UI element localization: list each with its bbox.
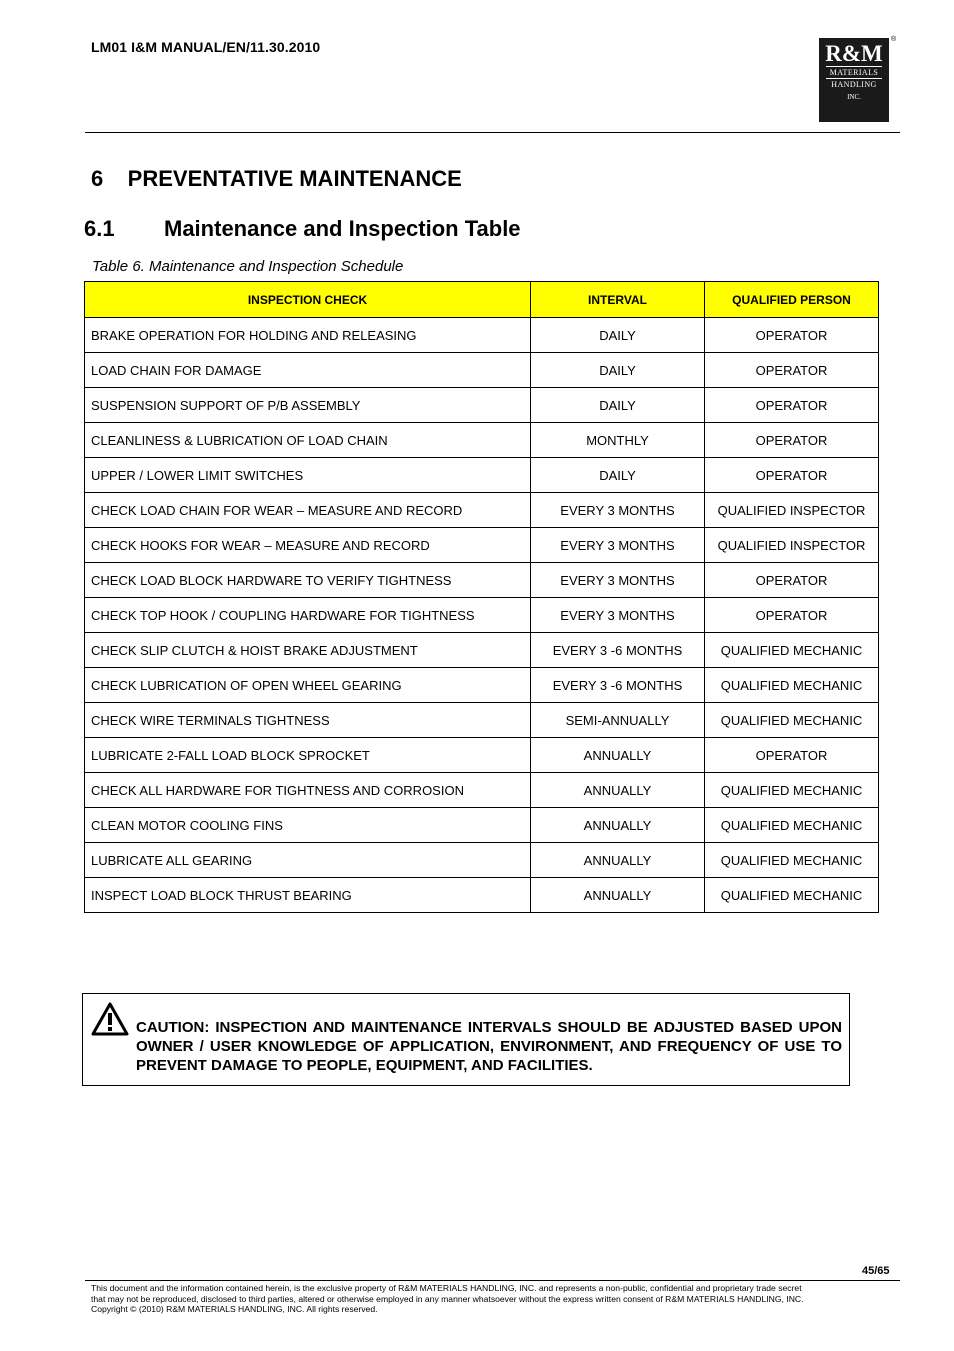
interval-cell: SEMI-ANNUALLY: [531, 703, 705, 738]
inspection-check-cell: CHECK HOOKS FOR WEAR – MEASURE AND RECORD: [85, 528, 531, 563]
warning-triangle-icon: [91, 1002, 129, 1036]
table-row: [85, 808, 879, 843]
table-row: [85, 388, 879, 423]
header-divider: [85, 132, 900, 133]
qualified-person-cell: OPERATOR: [705, 738, 879, 773]
table-row: [85, 318, 879, 353]
table-row: [85, 423, 879, 458]
table-row: [85, 703, 879, 738]
section-heading: 6 PREVENTATIVE MAINTENANCE: [91, 166, 462, 191]
table-row: [85, 563, 879, 598]
table-row: [85, 353, 879, 388]
table-caption: Table 6. Maintenance and Inspection Schedule: [92, 258, 404, 275]
table-body: [85, 318, 879, 913]
qualified-person-cell: QUALIFIED INSPECTOR: [705, 493, 879, 528]
column-header-qualified-person: QUALIFIED PERSON: [705, 282, 879, 318]
qualified-person-cell: OPERATOR: [705, 423, 879, 458]
qualified-person-cell: QUALIFIED MECHANIC: [705, 808, 879, 843]
interval-cell: MONTHLY: [531, 423, 705, 458]
interval-cell: EVERY 3 -6 MONTHS: [531, 633, 705, 668]
table-row: [85, 528, 879, 563]
logo-line-inc: INC.: [847, 93, 861, 101]
qualified-person-cell: OPERATOR: [705, 458, 879, 493]
qualified-person-cell: OPERATOR: [705, 563, 879, 598]
interval-cell: EVERY 3 MONTHS: [531, 598, 705, 633]
qualified-person-cell: QUALIFIED MECHANIC: [705, 633, 879, 668]
document-id: LM01 I&M MANUAL/EN/11.30.2010: [91, 39, 321, 55]
footer-divider: [85, 1280, 900, 1281]
table-row: [85, 843, 879, 878]
inspection-check-cell: CLEANLINESS & LUBRICATION OF LOAD CHAIN: [85, 423, 531, 458]
table-row: [85, 458, 879, 493]
interval-cell: DAILY: [531, 353, 705, 388]
interval-cell: EVERY 3 MONTHS: [531, 493, 705, 528]
table-row: [85, 493, 879, 528]
inspection-check-cell: BRAKE OPERATION FOR HOLDING AND RELEASING: [85, 318, 531, 353]
inspection-check-cell: CHECK LOAD CHAIN FOR WEAR – MEASURE AND RECORD: [85, 493, 531, 528]
inspection-check-cell: SUSPENSION SUPPORT OF P/B ASSEMBLY: [85, 388, 531, 423]
caution-box: [82, 993, 850, 1086]
interval-cell: ANNUALLY: [531, 843, 705, 878]
subsection-title: Maintenance and Inspection Table: [164, 216, 521, 241]
interval-cell: DAILY: [531, 388, 705, 423]
qualified-person-cell: OPERATOR: [705, 353, 879, 388]
qualified-person-cell: OPERATOR: [705, 598, 879, 633]
qualified-person-cell: QUALIFIED MECHANIC: [705, 878, 879, 913]
inspection-check-cell: CHECK WIRE TERMINALS TIGHTNESS: [85, 703, 531, 738]
logo-line-materials: MATERIALS: [826, 66, 882, 78]
table-row: [85, 598, 879, 633]
inspection-check-cell: CHECK LOAD BLOCK HARDWARE TO VERIFY TIGHTNESS: [85, 563, 531, 598]
table-row: [85, 668, 879, 703]
inspection-check-cell: LUBRICATE ALL GEARING: [85, 843, 531, 878]
inspection-check-cell: CLEAN MOTOR COOLING FINS: [85, 808, 531, 843]
footer-line: that may not be reproduced, disclosed to third parties, altered or otherwise employed in any manner whatsoever without the express written consent of R&M MATERIALS HANDLING, INC.: [91, 1293, 804, 1304]
qualified-person-cell: QUALIFIED MECHANIC: [705, 703, 879, 738]
interval-cell: ANNUALLY: [531, 773, 705, 808]
registered-mark: ®: [891, 36, 897, 43]
maintenance-table: [84, 281, 879, 913]
inspection-check-cell: CHECK SLIP CLUTCH & HOIST BRAKE ADJUSTMENT: [85, 633, 531, 668]
page-number: 45/65: [862, 1265, 890, 1277]
subsection-heading: [84, 216, 521, 242]
interval-cell: DAILY: [531, 318, 705, 353]
logo-line-handling: HANDLING: [826, 78, 882, 90]
inspection-check-cell: LUBRICATE 2-FALL LOAD BLOCK SPROCKET: [85, 738, 531, 773]
table-row: [85, 633, 879, 668]
qualified-person-cell: OPERATOR: [705, 388, 879, 423]
footer-notice: [91, 1283, 899, 1315]
interval-cell: EVERY 3 -6 MONTHS: [531, 668, 705, 703]
table-header-row: [85, 282, 879, 318]
caution-text: CAUTION: INSPECTION AND MAINTENANCE INTERVALS SHOULD BE ADJUSTED BASED UPON OWNER / USER KNOWLEDGE OF APPLICATION, ENVIRONMENT, AND FREQUENCY OF USE TO PREVENT DAMAGE TO PEOPLE, EQUIPMENT, AND FACILITIES.: [136, 1019, 842, 1074]
interval-cell: EVERY 3 MONTHS: [531, 528, 705, 563]
footer-line: This document and the information contained herein, is the exclusive property of R&M MATERIALS HANDLING, INC. and represents a non-public, confidential and proprietary trade secret: [91, 1283, 802, 1293]
column-header-inspection-check: INSPECTION CHECK: [85, 282, 531, 318]
table-row: [85, 738, 879, 773]
inspection-check-cell: CHECK TOP HOOK / COUPLING HARDWARE FOR TIGHTNESS: [85, 598, 531, 633]
inspection-check-cell: CHECK LUBRICATION OF OPEN WHEEL GEARING: [85, 668, 531, 703]
inspection-check-cell: CHECK ALL HARDWARE FOR TIGHTNESS AND CORROSION: [85, 773, 531, 808]
interval-cell: DAILY: [531, 458, 705, 493]
inspection-check-cell: INSPECT LOAD BLOCK THRUST BEARING: [85, 878, 531, 913]
qualified-person-cell: QUALIFIED MECHANIC: [705, 773, 879, 808]
table-row: [85, 773, 879, 808]
interval-cell: ANNUALLY: [531, 878, 705, 913]
qualified-person-cell: QUALIFIED MECHANIC: [705, 668, 879, 703]
qualified-person-cell: QUALIFIED INSPECTOR: [705, 528, 879, 563]
interval-cell: EVERY 3 MONTHS: [531, 563, 705, 598]
inspection-check-cell: UPPER / LOWER LIMIT SWITCHES: [85, 458, 531, 493]
inspection-check-cell: LOAD CHAIN FOR DAMAGE: [85, 353, 531, 388]
copyright-line: Copyright © (2010) R&M MATERIALS HANDLING, INC. All rights reserved.: [91, 1304, 378, 1314]
qualified-person-cell: OPERATOR: [705, 318, 879, 353]
qualified-person-cell: QUALIFIED MECHANIC: [705, 843, 879, 878]
table-row: [85, 878, 879, 913]
column-header-interval: INTERVAL: [531, 282, 705, 318]
logo-monogram: R&M: [825, 41, 883, 66]
subsection-number: 6.1: [84, 216, 115, 241]
interval-cell: ANNUALLY: [531, 738, 705, 773]
interval-cell: ANNUALLY: [531, 808, 705, 843]
company-logo: [819, 38, 889, 122]
